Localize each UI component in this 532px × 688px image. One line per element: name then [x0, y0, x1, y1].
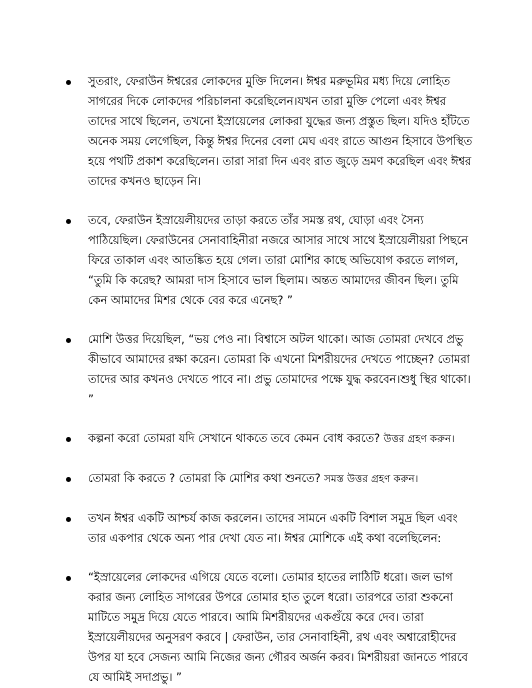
paragraph-6: [66, 509, 474, 549]
paragraph-2: [66, 211, 474, 311]
paragraph-7: [66, 568, 474, 688]
paragraph-text: তবে, ফেরাউন ইস্রায়েলীয়দের তাড়া করতে তাঁর সমস্ত রথ, ঘোড়া এবং সৈন্য পাঠিয়েছিল। ফেরাউনের সেনাবাহিনীরা নজরে আসার সাথে সাথে ইস্রায়েলীয়রা পিছনে ফিরে তাকাল এবং আতঙ্কিত হয়ে গেল। তারা মোশির কাছে অভিযোগ করতে লাগল, “তুমি কি করেছ? আমরা দাস হিসাবে ভাল ছিলাম। অন্তত আমাদের জীবন ছিল। তুমি কেন আমাদের মিশর থেকে বের করে এনেছ? ”: [88, 214, 469, 307]
bullet-list: [66, 72, 474, 688]
bullet-icon: [66, 80, 71, 85]
paragraph-4: [66, 429, 474, 450]
paragraph-text: তোমরা কি করতে ? তোমরা কি মোশির কথা শুনতে?: [88, 472, 325, 485]
paragraph-text: সুতরাং, ফেরাউন ঈশ্বরের লোকদের মুক্তি দিলেন। ঈশ্বর মরুভূমির মধ্য দিয়ে লোহিত সাগরের দিকে লোকদের পরিচালনা করেছিলেন।যখন তারা মুক্তি পেলো এবং ঈশ্বর তাদের সাথে ছিলেন, তখনো ইস্রায়েলের লোকরা যুদ্ধের জন্য প্রস্তুত ছিল। যদিও হাঁটতে অনেক সময় লেগেছিল, কিন্তু ঈশ্বর দিনের বেলা মেঘ এবং রাতে আগুন হিসাবে উপস্থিত হয়ে পথটি প্রকাশ করেছিলেন। তারা সারা দিন এবং রাত জুড়ে ভ্রমণ করেছিল এবং ঈশ্বর তাদের কখনও ছাড়েন নি।: [88, 75, 473, 188]
bullet-icon: [66, 517, 71, 522]
paragraph-text: মোশি উত্তর দিয়েছিল, “ভয় পেও না। বিশ্বাসে অটল থাকো। আজ তোমরা দেখবে প্রভু কীভাবে আমাদের রক্ষা করেন। তোমরা কি এখনো মিশরীয়দের দেখতে পাচ্ছেন? তোমরা তাদের আর কখনও দেখতে পাবে না। প্রভু তোমাদের পক্ষে যুদ্ধ করবেন।শুধু স্থির থাকো। ”: [88, 333, 471, 406]
paragraph-3: [66, 330, 474, 410]
paragraph-suffix: উত্তর গ্রহণ করুন।: [383, 434, 455, 445]
paragraph-text: কল্পনা করো তোমরা যদি সেখানে থাকতে তবে কেমন বোধ করতে?: [88, 432, 384, 445]
bullet-icon: [66, 477, 71, 482]
bullet-icon: [66, 338, 71, 343]
paragraph-5: [66, 469, 474, 490]
bullet-icon: [66, 219, 71, 224]
paragraph-suffix: সমস্ত উত্তর গ্রহণ করুন।: [324, 474, 419, 485]
paragraph-1: [66, 72, 474, 192]
paragraph-text: “ইস্রায়েলের লোকদের এগিয়ে যেতে বলো। তোমার হাতের লাঠিটি ধরো। জল ভাগ করার জন্য লোহিত সাগরের উপরে তোমার হাত তুলে ধরো। তারপরে তারা শুকনো মাটিতে সমুদ্র দিয়ে যেতে পারবে। আমি মিশরীয়দের একগুঁয়ে করে দেব। তারা ইস্রায়েলীয়দের অনুসরণ করবে | ফেরাউন, তার সেনাবাহিনী, রথ এবং অশ্বারোহীদের উপর যা হবে সেজন্য আমি নিজের জন্য গৌরব অর্জন করব। মিশরীয়রা জানতে পারবে যে আমিই সদাপ্রভু। ”: [88, 571, 468, 684]
bullet-icon: [66, 437, 71, 442]
paragraph-text: তখন ঈশ্বর একটি আশ্চর্য কাজ করলেন। তাদের সামনে একটি বিশাল সমুদ্র ছিল এবং তার একপার থেকে অন্য পার দেখা যেত না। ঈশ্বর মোশিকে এই কথা বলেছিলেন:: [88, 512, 458, 545]
bullet-icon: [66, 576, 71, 581]
